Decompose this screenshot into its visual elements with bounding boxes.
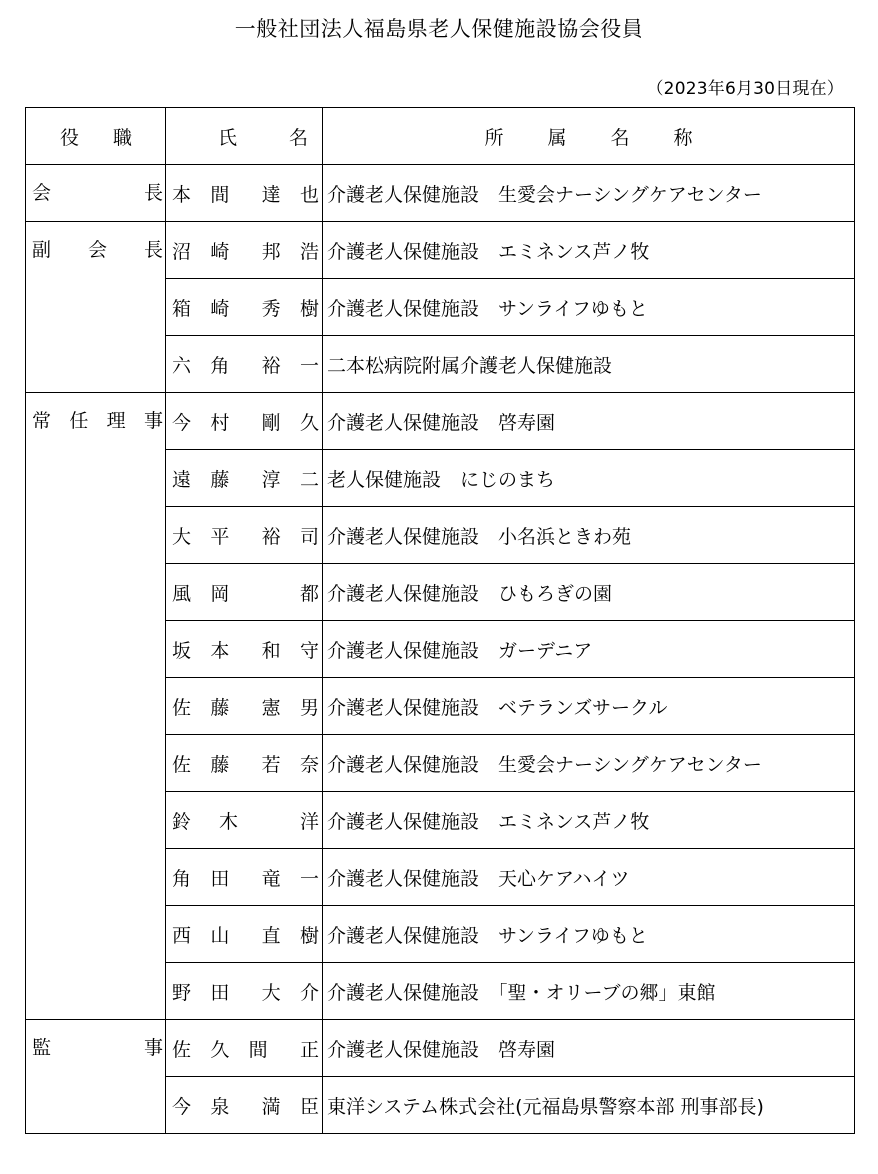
role-label: 会 長 [32, 182, 163, 204]
officer-name: 今 村 剛 久 [172, 411, 319, 434]
officer-name: 大 平 裕 司 [172, 525, 319, 548]
as-of-date: （2023年6月30日現在） [646, 79, 844, 99]
organization-cell: 介護老人保健施設 生愛会ナーシングケアセンター [323, 165, 855, 222]
officer-name: 風 岡 都 [172, 582, 319, 605]
organization-cell: 二本松病院附属介護老人保健施設 [323, 336, 855, 393]
officer-name: 箱 崎 秀 樹 [172, 297, 319, 320]
role-cell [26, 393, 166, 1020]
name-cell [166, 735, 323, 792]
organization-cell: 介護老人保健施設 ひもろぎの園 [323, 564, 855, 621]
name-cell [166, 1020, 323, 1077]
role-label: 監 事 [32, 1037, 163, 1059]
officer-name: 沼 崎 邦 浩 [172, 240, 319, 263]
name-cell [166, 849, 323, 906]
name-cell [166, 906, 323, 963]
officer-name: 角 田 竜 一 [172, 867, 319, 890]
organization-cell: 介護老人保健施設 サンライフゆもと [323, 279, 855, 336]
organization-cell: 介護老人保健施設 エミネンス芦ノ牧 [323, 792, 855, 849]
table-header-row [26, 108, 855, 165]
officer-name: 佐 藤 若 奈 [172, 753, 319, 776]
role-label: 副 会 長 [32, 239, 163, 261]
name-cell [166, 564, 323, 621]
officers-table-body [26, 165, 855, 1134]
officers-table [25, 107, 855, 1134]
officer-name: 佐 藤 憲 男 [172, 696, 319, 719]
organization-cell: 介護老人保健施設 啓寿園 [323, 393, 855, 450]
name-cell [166, 165, 323, 222]
role-cell [26, 165, 166, 222]
organization-cell: 老人保健施設 にじのまち [323, 450, 855, 507]
name-cell [166, 507, 323, 564]
organization-cell: 介護老人保健施設 啓寿園 [323, 1020, 855, 1077]
document-title: 一般社団法人福島県老人保健施設協会役員 [234, 17, 644, 41]
name-cell [166, 336, 323, 393]
officer-name: 野 田 大 介 [172, 981, 319, 1004]
name-cell [166, 450, 323, 507]
table-row [26, 165, 855, 222]
officer-name: 西 山 直 樹 [172, 924, 319, 947]
name-cell [166, 279, 323, 336]
officer-name: 坂 本 和 守 [172, 639, 319, 662]
officer-name: 本 間 達 也 [172, 183, 319, 206]
table-row [26, 222, 855, 279]
name-cell [166, 621, 323, 678]
name-cell [166, 963, 323, 1020]
organization-cell: 介護老人保健施設 サンライフゆもと [323, 906, 855, 963]
organization-cell: 東洋システム株式会社(元福島県警察本部 刑事部長) [323, 1077, 855, 1134]
header-name: 氏名 [166, 108, 323, 165]
role-cell [26, 222, 166, 393]
officer-name: 佐 久 間 正 [172, 1038, 319, 1061]
officer-name: 鈴 木 洋 [172, 810, 319, 833]
organization-cell: 介護老人保健施設 「聖・オリーブの郷」東館 [323, 963, 855, 1020]
name-cell [166, 792, 323, 849]
organization-cell: 介護老人保健施設 エミネンス芦ノ牧 [323, 222, 855, 279]
organization-cell: 介護老人保健施設 ベテランズサークル [323, 678, 855, 735]
header-role: 役職 [26, 108, 166, 165]
organization-cell: 介護老人保健施設 小名浜ときわ苑 [323, 507, 855, 564]
header-organization: 所属名称 [323, 108, 855, 165]
officer-name: 今 泉 満 臣 [172, 1095, 319, 1118]
organization-cell: 介護老人保健施設 天心ケアハイツ [323, 849, 855, 906]
name-cell [166, 1077, 323, 1134]
table-row [26, 393, 855, 450]
role-label: 常任理事 [32, 410, 163, 432]
officer-name: 六 角 裕 一 [172, 354, 319, 377]
name-cell [166, 393, 323, 450]
role-cell [26, 1020, 166, 1134]
organization-cell: 介護老人保健施設 ガーデニア [323, 621, 855, 678]
officer-name: 遠 藤 淳 二 [172, 468, 319, 491]
name-cell [166, 678, 323, 735]
table-row [26, 1020, 855, 1077]
name-cell [166, 222, 323, 279]
organization-cell: 介護老人保健施設 生愛会ナーシングケアセンター [323, 735, 855, 792]
